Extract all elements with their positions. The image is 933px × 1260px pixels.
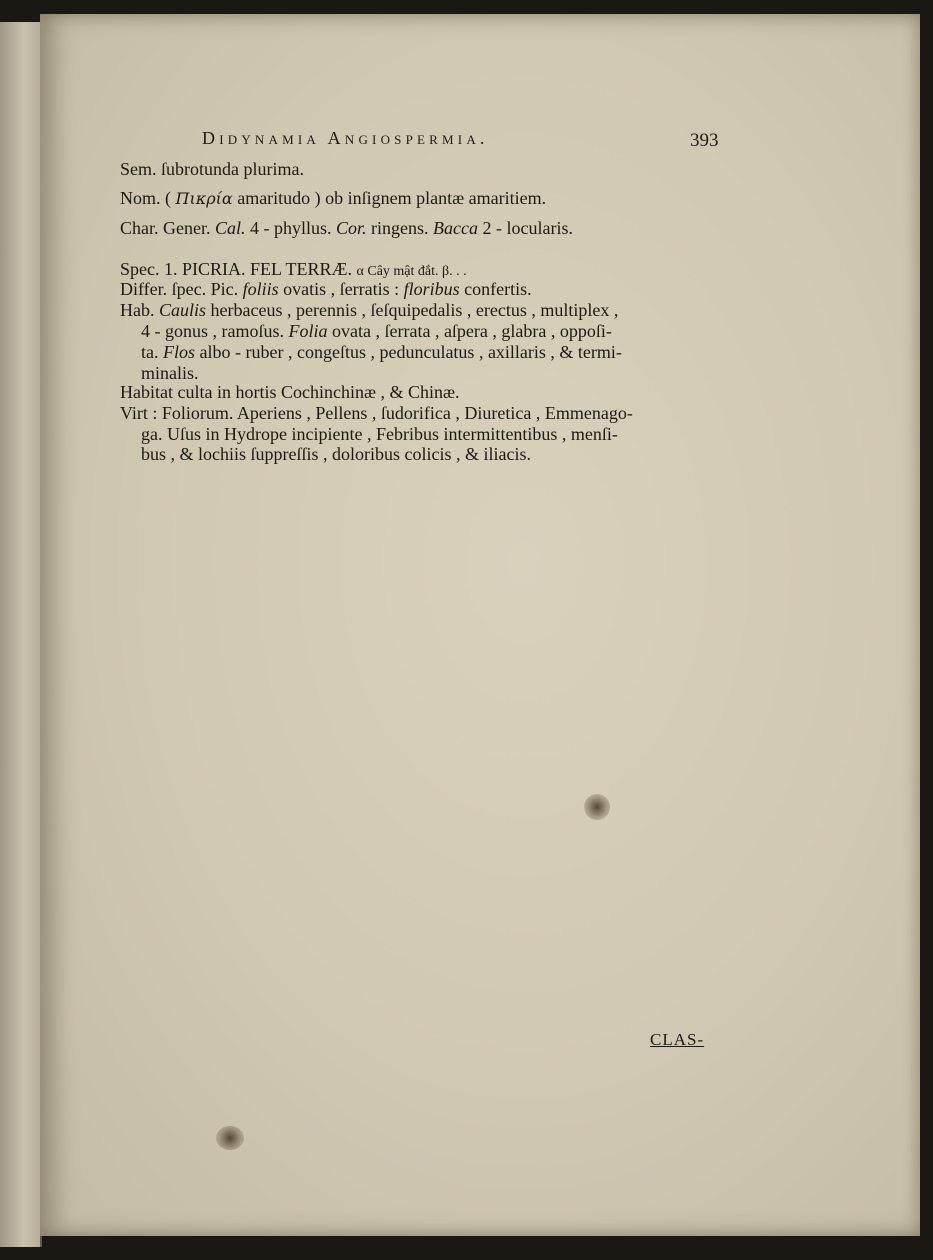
text-line-hab-3: ta. Flos albo - ruber , congeſtus , pedunculatus , axillaris , & termi- [141,342,622,362]
text-line-differ: Differ. ſpec. Pic. foliis ovatis , ſerratis : floribus confertis. [120,279,532,299]
text-line-spec: Spec. 1. PICRIA. FEL TERRÆ. α Cây mật đắt. β. . . [120,259,467,279]
text-line-virt-2: ga. Uſus in Hydrope incipiente , Febribus intermittentibus , menſi- [141,424,618,444]
foxing-stain [216,1126,244,1150]
text-line-sem: Sem. ſubrotunda plurima. [120,159,304,179]
text-line-hab-1: Hab. Caulis herbaceus , perennis , ſeſquipedalis , erectus , multiplex , [120,300,619,320]
text-line-virt-3: bus , & lochiis ſuppreſſis , doloribus colicis , & iliacis. [141,444,531,464]
text-line-habitat: Habitat culta in hortis Cochinchinæ , & Chinæ. [120,382,460,402]
page-number: 393 [690,130,719,151]
foxing-stain [584,794,610,820]
text-line-nom: Nom. ( Πικρία amaritudo ) ob inſignem plantæ amaritiem. [120,188,547,208]
show-through-ghost [500,484,800,684]
left-page-edge [0,22,42,1247]
text-line-virt-1: Virt : Foliorum. Aperiens , Pellens , ſudorifica , Diuretica , Emmenago- [120,403,633,423]
text-line-hab-2: 4 - gonus , ramoſus. Folia ovata , ſerrata , aſpera , glabra , oppoſi- [141,321,612,341]
running-head [202,128,732,149]
text-line-char: Char. Gener. Cal. 4 - phyllus. Cor. ringens. Bacca 2 - locularis. [120,218,573,238]
greek-word: Πικρία [175,189,233,208]
running-head-title: Didynamia Angiospermia. [202,128,489,148]
text-line-hab-4: minalis. [141,363,199,383]
catchword: CLAS- [650,1030,705,1049]
